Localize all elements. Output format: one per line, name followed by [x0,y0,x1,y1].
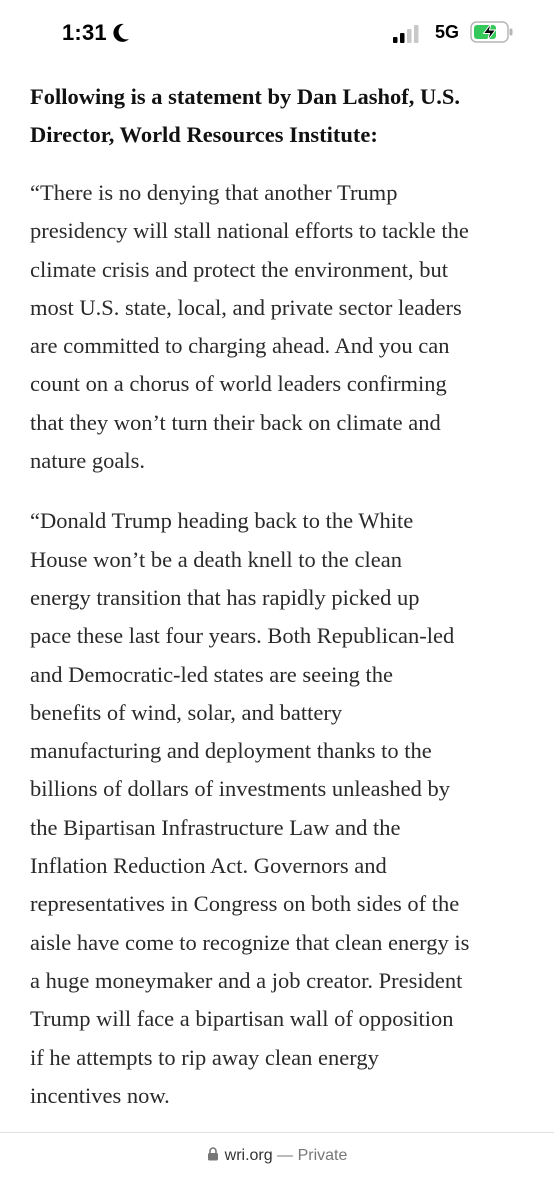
network-type-label: 5G [435,22,460,42]
url-separator: — [277,1147,294,1164]
private-mode-label: Private [297,1147,348,1164]
paragraph-line: representatives in Congress on both sides of the [30,891,460,917]
url-display[interactable] [0,1147,554,1165]
url-domain: wri.org [224,1147,273,1164]
article-heading [30,78,530,154]
paragraph-line: manufacturing and deployment thanks to the [30,738,432,764]
heading-line: Director, World Resources Institute: [30,122,378,147]
paragraph-line: “There is no denying that another Trump [30,180,398,205]
paragraph-line: pace these last four years. Both Republican-led [30,623,455,649]
paragraph-line: and Democratic-led states are seeing the [30,661,393,687]
paragraph-line: are committed to charging ahead. And you can [30,333,450,359]
statement-paragraph-1 [30,174,530,480]
paragraph-line: Inflation Reduction Act. Governors and [30,853,387,879]
paragraph-line: “Donald Trump heading back to the White [30,508,414,534]
paragraph-line: benefits of wind, solar, and battery [30,699,343,725]
paragraph-line: House won’t be a death knell to the clean [30,546,402,572]
paragraph-line: Trump will face a bipartisan wall of opposition [30,1006,454,1032]
paragraph-line: presidency will stall national efforts to tackle the [30,218,469,244]
moon-icon [111,22,131,44]
paragraph-line: climate crisis and protect the environment, but [30,256,448,282]
browser-url-bar[interactable] [0,1132,554,1200]
paragraph-line: if he attempts to rip away clean energy [30,1044,379,1070]
paragraph-line: count on a chorus of world leaders confirming [30,371,447,397]
paragraph-line: incentives now. [30,1082,170,1108]
cellular-signal-icon [392,24,420,44]
paragraph-line: aisle have come to recognize that clean energy is [30,929,470,955]
status-time: 1:31 [62,20,107,45]
article-body [30,78,530,1137]
lock-icon [207,1147,219,1161]
paragraph-line: a huge moneymaker and a job creator. President [30,967,463,993]
paragraph-line: energy transition that has rapidly picked up [30,584,420,610]
paragraph-line: the Bipartisan Infrastructure Law and the [30,814,401,840]
heading-line: Following is a statement by Dan Lashof, U.S. [30,84,461,109]
paragraph-line: billions of dollars of investments unleashed by [30,776,450,802]
paragraph-line: nature goals. [30,448,145,474]
status-bar [0,0,554,70]
paragraph-line: most U.S. state, local, and private sector leaders [30,294,462,320]
battery-charging-icon [470,20,514,44]
paragraph-line: that they won’t turn their back on climate and [30,409,441,435]
statement-paragraph-2 [30,502,530,1115]
